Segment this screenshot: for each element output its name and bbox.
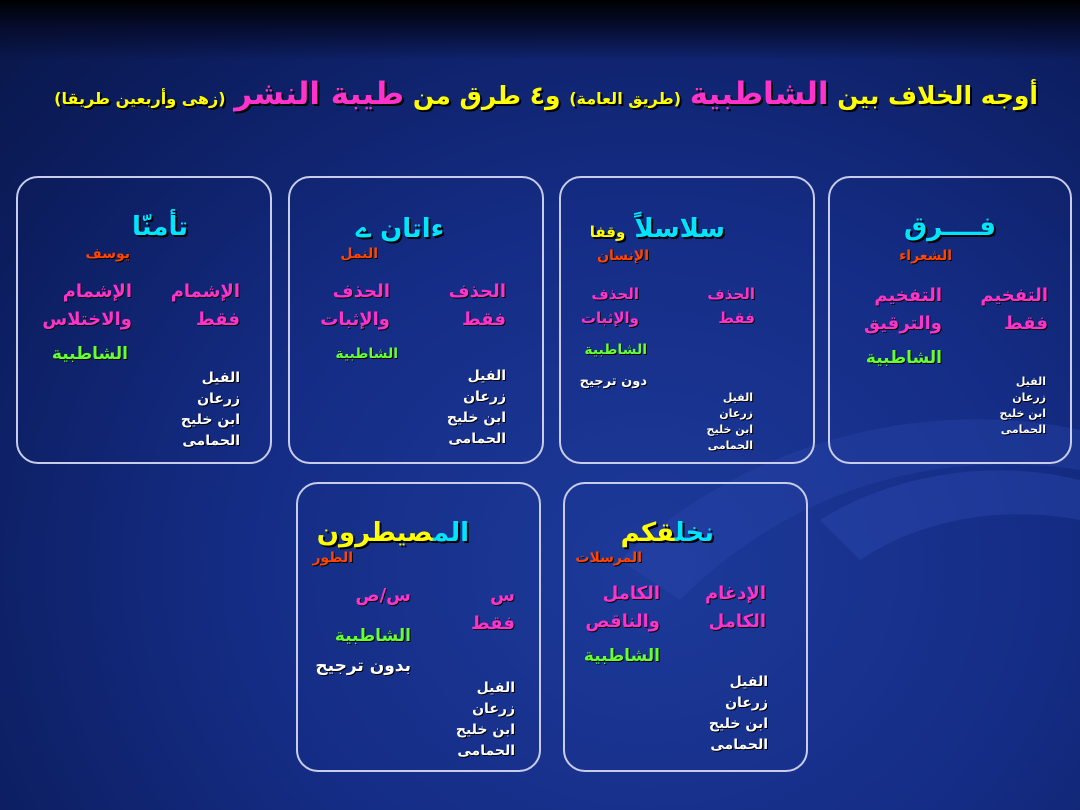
names-list: [456, 678, 515, 762]
shatibiya-label: الشاطبية: [334, 626, 411, 646]
option-line: س: [490, 585, 515, 606]
name-item: ابن خليح: [180, 412, 240, 428]
card-word-sub: وقفا: [589, 223, 626, 241]
option-line: والإثبات: [320, 309, 390, 330]
name-item: زرعان: [719, 407, 753, 420]
no-preference-note: دون ترجيح: [579, 374, 647, 389]
option-line: فقط: [461, 309, 506, 330]
title-part1: أوجه الخلاف بين: [837, 81, 1038, 110]
card-word: فــــرق: [904, 212, 996, 242]
card-sura: الإنسان: [597, 248, 649, 264]
name-item: زرعان: [197, 391, 240, 407]
card-word-part-a: نخل: [674, 518, 714, 548]
option-line: والاختلاس: [42, 309, 132, 330]
names-list: [1000, 374, 1046, 438]
name-item: الفيل: [722, 391, 753, 404]
option-line: س/ص: [355, 585, 411, 606]
card-musaytirun: [296, 482, 541, 772]
title-paren2: (زهى وأربعين طريقا): [54, 89, 226, 108]
option-left: [864, 282, 942, 338]
card-sura: المرسلات: [575, 550, 642, 566]
slide-title: [54, 76, 1038, 112]
card-word: تأمنّا: [132, 212, 188, 242]
name-item: ابن خليح: [706, 423, 753, 436]
shatibiya-label: الشاطبية: [865, 348, 942, 368]
option-left: [355, 582, 411, 610]
no-preference-note: بدون ترجيح: [315, 656, 411, 676]
option-line: الحذف: [591, 285, 639, 303]
name-item: الفيل: [476, 680, 515, 696]
card-sura: النمل: [340, 246, 378, 262]
card-salasil: [559, 176, 815, 464]
option-line: والناقص: [585, 611, 660, 632]
top-dark-band: [0, 0, 1080, 60]
card-tamanna: [16, 176, 272, 464]
option-right: [171, 278, 240, 334]
card-word: [621, 518, 714, 548]
shatibiya-label: الشاطبية: [51, 344, 128, 364]
option-line: فقط: [718, 309, 755, 327]
option-line: والترقيق: [863, 313, 942, 334]
option-line: الحذف: [332, 281, 390, 302]
name-item: الفيل: [729, 674, 768, 690]
option-left: [320, 278, 390, 334]
option-line: الكامل: [602, 583, 660, 604]
title-paren1: (طريق العامة): [569, 89, 682, 108]
option-line: الكامل: [708, 611, 766, 632]
option-line: التفخيم: [874, 285, 942, 306]
option-line: فقط: [1003, 313, 1048, 334]
names-list: [181, 368, 240, 452]
card-sura: الطور: [312, 550, 353, 566]
name-item: ابن خليح: [455, 722, 515, 738]
shatibiya-label: الشاطبية: [583, 646, 660, 666]
option-line: الحذف: [448, 281, 506, 302]
title-tayyiba: طيبة النشر: [234, 76, 405, 112]
name-item: زرعان: [463, 389, 506, 405]
name-item: الفيل: [1015, 375, 1046, 388]
title-shatibiya: الشاطبية: [689, 76, 829, 112]
card-firq: [828, 176, 1072, 464]
option-left: [585, 580, 660, 636]
option-right: [449, 278, 506, 334]
card-word-part-a: الم: [432, 518, 469, 548]
option-line: والإثبات: [580, 309, 639, 327]
name-item: ابن خليح: [446, 410, 506, 426]
name-item: الحمامى: [457, 743, 515, 759]
name-item: زرعان: [725, 695, 768, 711]
name-item: الحمامى: [1000, 423, 1046, 436]
shatibiya-label: الشاطبية: [335, 346, 398, 362]
option-line: التفخيم: [980, 285, 1048, 306]
card-word-main: سلاسلاً: [634, 214, 725, 244]
name-item: الحمامى: [710, 737, 768, 753]
name-item: الفيل: [467, 368, 506, 384]
option-line: فقط: [195, 309, 240, 330]
names-list: [447, 366, 506, 450]
option-right: [705, 580, 766, 636]
name-item: الحمامى: [182, 433, 240, 449]
card-word: [590, 214, 725, 244]
names-list: [707, 390, 753, 454]
card-word-part-b: قكم: [620, 518, 675, 548]
card-ataan: [288, 176, 544, 464]
option-line: الحذف: [707, 285, 755, 303]
option-right: [707, 282, 755, 330]
card-word-part-b: صيطرون: [316, 518, 433, 548]
name-item: زرعان: [1012, 391, 1046, 404]
name-item: زرعان: [472, 701, 515, 717]
option-left: [581, 282, 639, 330]
card-nakhluqkum: [563, 482, 808, 772]
name-item: الحمامى: [707, 439, 753, 452]
option-line: الإشمام: [170, 281, 240, 302]
option-left: [42, 278, 132, 334]
card-sura: الشعراء: [899, 248, 952, 264]
name-item: الحمامى: [448, 431, 506, 447]
option-right: [471, 582, 515, 638]
name-item: ابن خليح: [708, 716, 768, 732]
option-line: الإشمام: [62, 281, 132, 302]
card-sura: يوسف: [85, 246, 130, 262]
option-right: [980, 282, 1048, 338]
card-word: ءاتان ے: [355, 214, 444, 244]
option-line: فقط: [470, 613, 515, 634]
name-item: ابن خليح: [999, 407, 1046, 420]
title-part2: و٤ طرق من: [412, 81, 561, 110]
names-list: [709, 672, 768, 756]
name-item: الفيل: [201, 370, 240, 386]
option-line: الإدغام: [704, 583, 766, 604]
shatibiya-label: الشاطبية: [584, 342, 647, 358]
card-word: [317, 518, 469, 548]
